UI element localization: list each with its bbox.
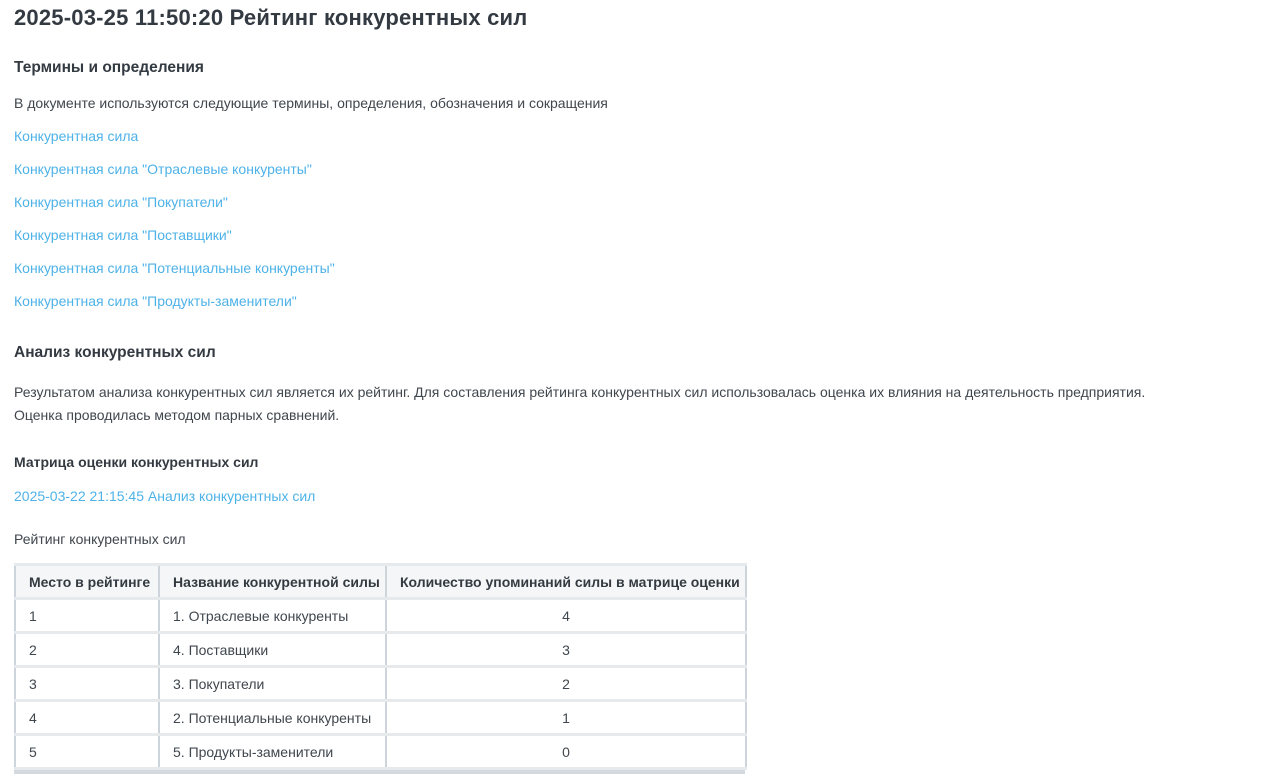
term-link[interactable]: Конкурентная сила "Продукты-заменители" [14, 293, 297, 309]
document-page [0, 5, 1281, 774]
table-cell-force: 1. Отраслевые конкуренты [159, 599, 386, 633]
term-link[interactable]: Конкурентная сила "Потенциальные конкуренты" [14, 260, 335, 276]
table-header-cell: Название конкурентной силы [159, 565, 386, 599]
terms-section-heading: Термины и определения [14, 59, 204, 76]
table-header-row [15, 565, 746, 599]
table-cell-mentions: 4 [386, 599, 746, 633]
table-cell-force: 3. Покупатели [159, 667, 386, 701]
analysis-paragraph: Результатом анализа конкурентных сил является их рейтинг. Для составления рейтинга конкурентных сил использовалась оценка их влияния на деятельность предприятия. Оценка проводилась методом парных сравнений. [14, 384, 1146, 423]
table-row [15, 735, 746, 769]
table-bottom-border [14, 770, 745, 774]
table-row [15, 599, 746, 633]
table-cell-force: 5. Продукты-заменители [159, 735, 386, 769]
table-cell-rank: 2 [15, 633, 159, 667]
matrix-document-link[interactable]: 2025-03-22 21:15:45 Анализ конкурентных сил [14, 488, 316, 504]
term-link[interactable]: Конкурентная сила [14, 128, 139, 144]
table-row [15, 701, 746, 735]
analysis-section-heading: Анализ конкурентных сил [14, 344, 216, 361]
term-link[interactable]: Конкурентная сила "Покупатели" [14, 194, 228, 210]
table-header-cell: Место в рейтинге [15, 565, 159, 599]
matrix-label: Матрица оценки конкурентных сил [14, 454, 259, 470]
table-cell-rank: 5 [15, 735, 159, 769]
table-cell-force: 2. Потенциальные конкуренты [159, 701, 386, 735]
table-row [15, 633, 746, 667]
table-cell-mentions: 2 [386, 667, 746, 701]
terms-links-list [14, 128, 1267, 309]
table-header-cell: Количество упоминаний силы в матрице оценки [386, 565, 746, 599]
rating-table [14, 563, 747, 770]
page-title: 2025-03-25 11:50:20 Рейтинг конкурентных сил [14, 5, 528, 30]
table-cell-mentions: 0 [386, 735, 746, 769]
term-link[interactable]: Конкурентная сила "Поставщики" [14, 227, 232, 243]
table-cell-rank: 4 [15, 701, 159, 735]
table-cell-rank: 3 [15, 667, 159, 701]
table-cell-mentions: 1 [386, 701, 746, 735]
table-cell-rank: 1 [15, 599, 159, 633]
terms-intro-text: В документе используются следующие термины, определения, обозначения и сокращения [14, 95, 608, 111]
term-link[interactable]: Конкурентная сила "Отраслевые конкуренты" [14, 161, 312, 177]
rating-table-label: Рейтинг конкурентных сил [14, 531, 186, 547]
matrix-link-line [14, 488, 1267, 504]
table-cell-force: 4. Поставщики [159, 633, 386, 667]
table-cell-mentions: 3 [386, 633, 746, 667]
table-row [15, 667, 746, 701]
